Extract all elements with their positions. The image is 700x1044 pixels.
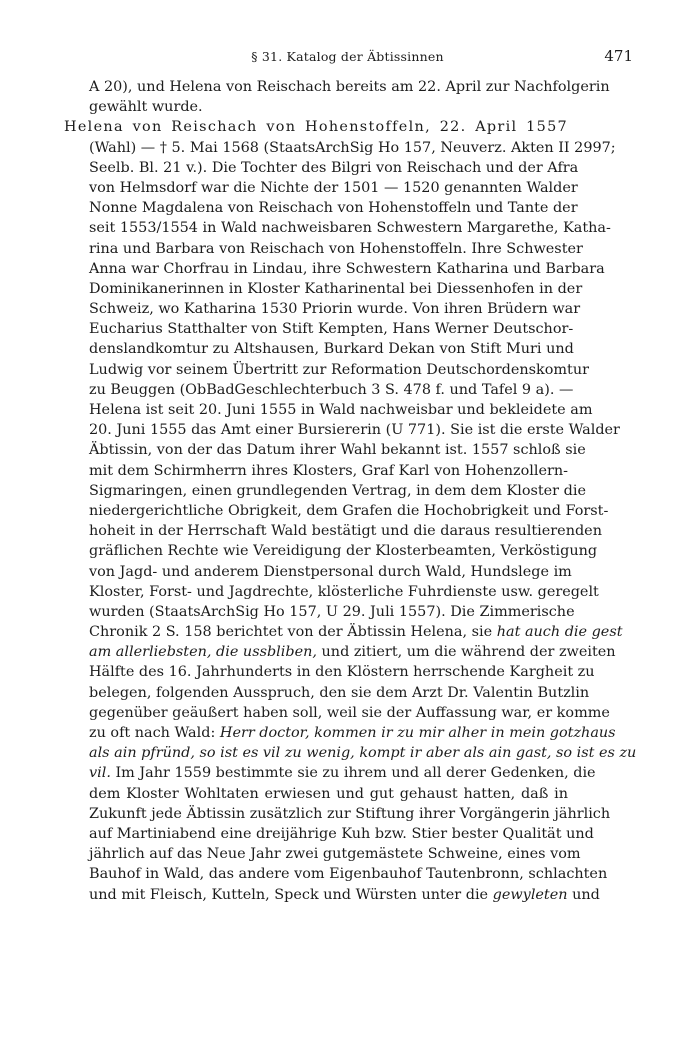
line-text: Dominikanerinnen in Kloster Katharinental bei Diessenhofen in der (89, 280, 583, 297)
line-text: Anna war Chorfrau in Lindau, ihre Schwestern Katharina und Barbara (89, 260, 605, 277)
text-line (64, 259, 605, 279)
line-text: Kloster, Forst- und Jagdrechte, klösterliche Fuhrdienste usw. geregelt (89, 583, 599, 600)
line-text: mit dem Schirmherrn ihres Klosters, Graf Karl von Hohenzollern- (89, 462, 568, 479)
line-text: auf Martiniabend eine dreijährige Kuh bzw. Stier bester Qualität und (89, 825, 594, 842)
text-line (64, 642, 616, 662)
text-line (64, 97, 568, 117)
line-text: gewählt wurde. (89, 99, 203, 116)
text-line (64, 662, 595, 682)
quotation-text: vil. (89, 765, 111, 782)
text-line (64, 582, 599, 602)
text-line (64, 622, 623, 642)
text-line (64, 117, 568, 137)
line-text: Chronik 2 S. 158 berichtet von der Äbtissin Helena, sie (89, 624, 497, 641)
text-line (64, 299, 581, 319)
line-text: dem Kloster Wohltaten erwiesen und gut gehaust hatten, daß in (89, 785, 568, 802)
line-text: von Jagd- und anderem Dienstpersonal durch Wald, Hundslege im (89, 563, 572, 580)
text-line (64, 380, 574, 400)
text-line (64, 602, 575, 622)
line-text: von Helmsdorf war die Nichte der 1501 — 1520 genannten Walder (89, 179, 578, 196)
line-text: gegenüber geäußert haben soll, weil sie der Auffassung war, er komme (89, 704, 610, 721)
text-line (64, 239, 583, 259)
text-line (64, 198, 578, 218)
quotation-text: hat auch die gest (496, 624, 623, 641)
quotation-text: gewyleten (492, 886, 568, 903)
text-line (64, 784, 568, 804)
line-text: Schweiz, wo Katharina 1530 Priorin wurde. Von ihren Brüdern war (89, 301, 581, 318)
text-line (64, 360, 589, 380)
line-text: und zitiert, um die während der zweiten (316, 644, 616, 661)
text-line (64, 218, 611, 238)
line-text: rina und Barbara von Reischach von Hohenstoffeln. Ihre Schwester (89, 240, 583, 257)
text-line (64, 743, 637, 763)
line-text: A 20), und Helena von Reischach bereits am 22. April zur Nachfolgerin (89, 79, 610, 95)
text-line (64, 77, 610, 97)
line-text: zu oft nach Wald: (89, 725, 220, 741)
line-text: belegen, folgenden Ausspruch, den sie dem Arzt Dr. Valentin Butzlin (89, 684, 590, 701)
page-number: 471 (604, 47, 633, 65)
line-text: 20. Juni 1555 das Amt einer Bursiererin (U 771). Sie ist die erste Walder (89, 422, 620, 439)
line-text: Eucharius Statthalter von Stift Kempten, Hans Werner Deutschor- (89, 321, 574, 338)
quotation-text: Herr doctor, kommen ir zu mir alher in mein gotzhaus (219, 725, 616, 741)
text-line (64, 562, 572, 582)
text-line (64, 178, 578, 198)
line-text: Äbtissin, von der das Datum ihrer Wahl bekannt ist. 1557 schloß sie (89, 442, 586, 459)
line-text: Bauhof in Wald, das andere vom Eigenbauhof Tautenbronn, schlachten (89, 866, 608, 883)
running-title: § 31. Katalog der Äbtissinnen (251, 49, 444, 64)
text-line (64, 541, 598, 561)
line-text: Helena von Reischach von Hohenstoffeln, 22. April 1557 (64, 119, 568, 136)
text-line (64, 501, 609, 521)
text-line (64, 763, 596, 783)
text-line (64, 804, 611, 824)
line-text: Helena ist seit 20. Juni 1555 in Wald nachweisbar und bekleidete am (89, 402, 593, 418)
text-line (64, 481, 586, 501)
text-line (64, 844, 581, 864)
line-text: und mit Fleisch, Kutteln, Speck und Würsten unter die (89, 886, 493, 903)
text-line (64, 824, 594, 844)
line-text: Sigmaringen, einen grundlegenden Vertrag, in dem dem Kloster die (89, 482, 586, 499)
line-text: Zukunft jede Äbtissin zusätzlich zur Stiftung ihrer Vorgängerin jährlich (89, 805, 611, 822)
text-line (64, 420, 620, 440)
line-text: und (567, 886, 600, 903)
text-line (64, 683, 590, 703)
text-line (64, 339, 574, 359)
text-line (64, 158, 579, 178)
line-text: hoheit in der Herrschaft Wald bestätigt und die daraus resultierenden (89, 523, 602, 540)
quotation-text: als ain pfründ, so ist es vil zu wenig, kompt ir aber als ain gast, so ist es zu (89, 745, 637, 762)
line-text: Im Jahr 1559 bestimmte sie zu ihrem und all derer Gedenken, die (110, 765, 596, 782)
line-text: gräflichen Rechte wie Vereidigung der Klosterbeamten, Verköstigung (89, 543, 598, 560)
page-header (60, 47, 635, 67)
line-text: zu Beuggen (ObBadGeschlechterbuch 3 S. 478 f. und Tafel 9 a). — (89, 381, 574, 398)
text-line (64, 864, 608, 884)
text-line (64, 319, 574, 339)
line-text: wurden (StaatsArchSig Ho 157, U 29. Juli 1557). Die Zimmerische (89, 603, 575, 620)
text-line (64, 138, 616, 158)
text-line (64, 400, 593, 420)
text-line (64, 521, 602, 541)
line-text: Ludwig vor seinem Übertritt zur Reformation Deutschordenskomtur (89, 361, 589, 378)
line-text: Seelb. Bl. 21 v.). Die Tochter des Bilgri von Reischach und der Afra (89, 159, 579, 176)
text-line (64, 279, 583, 299)
line-text: jährlich auf das Neue Jahr zwei gutgemästete Schweine, eines vom (89, 846, 581, 863)
text-line (64, 440, 586, 460)
text-line (64, 723, 616, 743)
body-text (64, 77, 637, 905)
line-text: seit 1553/1554 in Wald nachweisbaren Schwestern Margarethe, Katha- (89, 220, 611, 237)
text-line (64, 703, 610, 723)
text-line (64, 885, 600, 905)
line-text: denslandkomtur zu Altshausen, Burkard Dekan von Stift Muri und (89, 341, 574, 358)
line-text: Nonne Magdalena von Reischach von Hohenstoffeln und Tante der (89, 200, 578, 217)
text-line (64, 461, 568, 481)
line-text: Hälfte des 16. Jahrhunderts in den Klöstern herrschende Kargheit zu (89, 664, 595, 681)
quotation-text: am allerliebsten, die ussbliben, (89, 644, 317, 661)
line-text: niedergerichtliche Obrigkeit, dem Grafen die Hochobrigkeit und Forst- (89, 502, 609, 519)
line-text: (Wahl) — † 5. Mai 1568 (StaatsArchSig Ho 157, Neuverz. Akten II 2997; (89, 139, 616, 156)
